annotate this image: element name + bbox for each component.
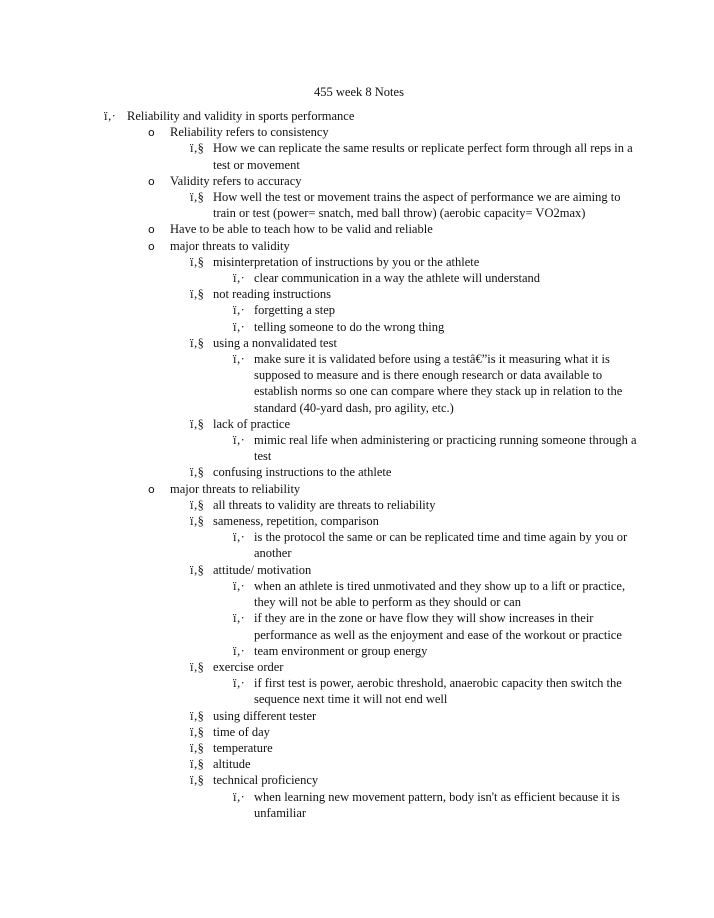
outline-item-text: sameness, repetition, comparison — [213, 514, 379, 529]
outline-item-level-3 — [0, 140, 714, 172]
outline-item-text: when learning new movement pattern, body isn't as efficient because it is unfamiliar — [254, 789, 620, 820]
page-title: 455 week 8 Notes — [314, 85, 404, 99]
outline-item-level-3 — [0, 562, 714, 578]
outline-item-text: is the protocol the same or can be replicated time and time again by you or another — [254, 530, 628, 561]
outline-item-text: Have to be able to teach how to be valid and reliable — [170, 222, 433, 237]
outline-item-level-4 — [0, 319, 714, 335]
bullet-marker: ï‚§ — [190, 659, 204, 674]
outline-item-level-3 — [0, 189, 714, 221]
outline-item-level-3 — [0, 286, 714, 302]
outline-item-text: misinterpretation of instructions by you or the athlete — [213, 254, 480, 269]
bullet-marker: ï‚· — [233, 530, 245, 545]
outline-item-level-4 — [0, 610, 714, 642]
outline-item-level-4 — [0, 302, 714, 318]
outline-item-level-3 — [0, 756, 714, 772]
bullet-marker: ï‚§ — [190, 465, 204, 480]
outline-item-text: Reliability refers to consistency — [170, 125, 329, 140]
outline-item-level-4 — [0, 432, 714, 464]
outline-item-level-3 — [0, 513, 714, 529]
outline-item-text: all threats to validity are threats to reliability — [213, 497, 436, 512]
outline-item-level-2 — [0, 238, 714, 254]
outline-item-text: lack of practice — [213, 416, 291, 431]
outline-item-level-3 — [0, 724, 714, 740]
outline-item-text: temperature — [213, 740, 273, 755]
bullet-marker: ï‚§ — [190, 190, 204, 205]
bullet-marker: ï‚· — [104, 109, 116, 123]
outline-item-text: technical proficiency — [213, 773, 319, 788]
bullet-marker: ï‚· — [233, 319, 245, 334]
outline-item-text: Validity refers to accuracy — [170, 173, 302, 188]
outline-item-text: forgetting a step — [254, 303, 335, 318]
outline-item-text: mimic real life when administering or practicing running someone through a test — [254, 433, 637, 464]
outline-item-level-4 — [0, 578, 714, 610]
outline-item-text: major threats to reliability — [170, 481, 301, 496]
outline-item-level-2 — [0, 221, 714, 237]
outline-item-level-3 — [0, 335, 714, 351]
outline-item-level-4 — [0, 789, 714, 821]
outline-item-text: confusing instructions to the athlete — [213, 465, 392, 480]
bullet-marker: ï‚§ — [190, 708, 204, 723]
bullet-marker: o — [148, 239, 155, 253]
bullet-marker: o — [148, 126, 155, 140]
outline-item-level-3 — [0, 740, 714, 756]
bullet-marker: o — [148, 482, 155, 496]
outline-item-level-4 — [0, 529, 714, 561]
outline-item-level-3 — [0, 772, 714, 788]
bullet-marker: ï‚§ — [190, 335, 204, 350]
outline-item-text: altitude — [213, 757, 251, 772]
bullet-marker: ï‚§ — [190, 141, 204, 156]
outline-item-text: exercise order — [213, 659, 284, 674]
bullet-marker: ï‚§ — [190, 497, 204, 512]
outline-item-text: if first test is power, aerobic threshold, anaerobic capacity then switch the sequence next time it will not end well — [254, 676, 622, 707]
outline-item-level-3 — [0, 254, 714, 270]
bullet-marker: ï‚§ — [190, 562, 204, 577]
bullet-marker: ï‚§ — [190, 287, 204, 302]
bullet-marker: ï‚§ — [190, 514, 204, 529]
outline-item-text: How well the test or movement trains the aspect of performance we are aiming to train or test (power= snatch, med ball throw) (aerobic capacity= VO2max) — [213, 190, 621, 221]
outline-item-text: make sure it is validated before using a testâ€”is it measuring what it is supposed to measure and is there enough research or data available to establish norms so one can compare where they stack up in relation to the standard (40-yard dash, pro agility, etc.) — [254, 352, 623, 415]
bullet-marker: ï‚· — [233, 433, 245, 448]
outline-item-text: attitude/ motivation — [213, 562, 312, 577]
bullet-marker: ï‚· — [233, 578, 245, 593]
bullet-marker: ï‚§ — [190, 757, 204, 772]
bullet-marker: ï‚· — [233, 303, 245, 318]
outline-item-level-4 — [0, 270, 714, 286]
bullet-marker: ï‚§ — [190, 416, 204, 431]
bullet-marker: ï‚§ — [190, 773, 204, 788]
outline-item-text: if they are in the zone or have flow they will show increases in their performance as well as the enjoyment and ease of the workout or practice — [254, 611, 622, 642]
outline-item-level-3 — [0, 497, 714, 513]
bullet-marker: ï‚§ — [190, 254, 204, 269]
outline-item-text: clear communication in a way the athlete will understand — [254, 271, 541, 286]
bullet-marker: ï‚· — [233, 611, 245, 626]
outline-item-text: major threats to validity — [170, 238, 290, 253]
notes-outline — [0, 108, 714, 821]
outline-item-text: team environment or group energy — [254, 643, 428, 658]
outline-item-level-4 — [0, 675, 714, 707]
outline-item-level-1 — [0, 108, 714, 124]
outline-item-level-3 — [0, 464, 714, 480]
outline-item-text: time of day — [213, 724, 270, 739]
bullet-marker: ï‚§ — [190, 724, 204, 739]
outline-item-text: How we can replicate the same results or replicate perfect form through all reps in a test or movement — [213, 141, 633, 172]
outline-item-level-3 — [0, 708, 714, 724]
outline-item-text: using a nonvalidated test — [213, 335, 337, 350]
outline-item-level-4 — [0, 351, 714, 416]
outline-item-level-2 — [0, 481, 714, 497]
bullet-marker: ï‚· — [233, 271, 245, 286]
outline-item-level-3 — [0, 659, 714, 675]
outline-item-level-2 — [0, 173, 714, 189]
bullet-marker: ï‚§ — [190, 740, 204, 755]
outline-item-text: when an athlete is tired unmotivated and they show up to a lift or practice, they will not be able to perform as they should or can — [254, 578, 626, 610]
bullet-marker: ï‚· — [233, 676, 245, 691]
outline-item-text: Reliability and validity in sports performance — [127, 109, 355, 123]
outline-item-text: using different tester — [213, 708, 317, 723]
outline-item-level-2 — [0, 124, 714, 140]
bullet-marker: o — [148, 174, 155, 188]
bullet-marker: ï‚· — [233, 643, 245, 658]
outline-item-level-4 — [0, 643, 714, 659]
outline-item-text: telling someone to do the wrong thing — [254, 319, 445, 334]
bullet-marker: o — [148, 223, 155, 237]
outline-item-text: not reading instructions — [213, 287, 332, 302]
bullet-marker: ï‚· — [233, 352, 245, 367]
bullet-marker: ï‚· — [233, 789, 245, 804]
outline-item-level-3 — [0, 416, 714, 432]
